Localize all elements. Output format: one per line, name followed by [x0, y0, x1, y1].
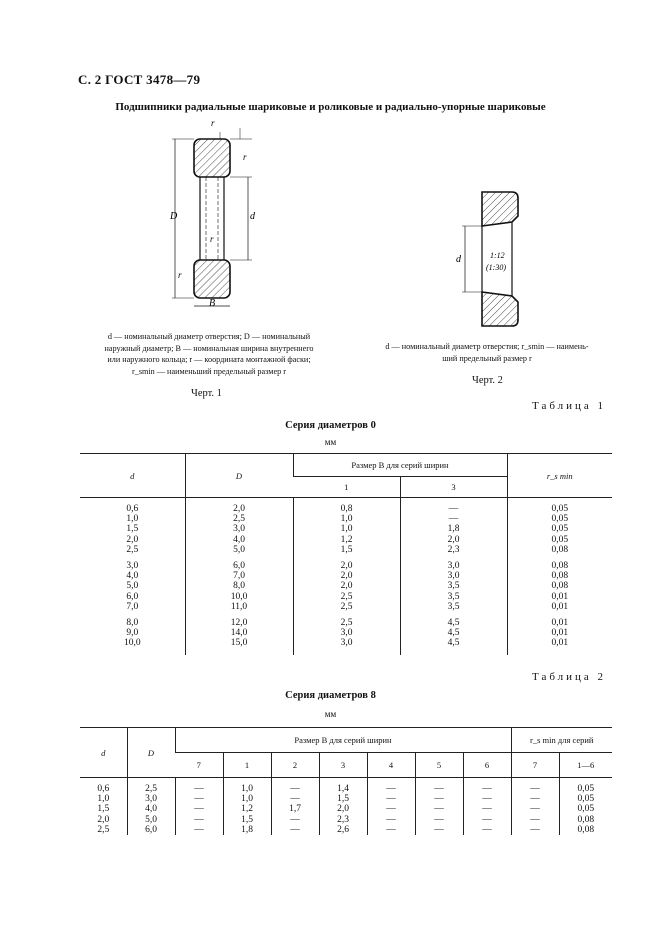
caption-line: d — номинальный диаметр отверстия; D — номинальный	[107, 332, 311, 341]
table-cell: 4,0	[126, 571, 139, 582]
table-cell: —	[511, 825, 559, 835]
table-cell: —	[367, 825, 415, 835]
table-cell: 3,5	[400, 602, 507, 612]
col-header-width: 4	[367, 753, 415, 778]
table-1-body	[80, 498, 612, 655]
table-cell: 11,0	[185, 602, 293, 612]
table-cell: 10,0	[185, 592, 293, 602]
col-header-rs-group: r_s min для серий	[511, 728, 612, 753]
table-cell: 3,0	[293, 628, 400, 638]
table-row	[80, 815, 612, 825]
table-row	[80, 618, 612, 628]
table-cell: —	[511, 804, 559, 814]
fig1-label-B: B	[209, 298, 216, 309]
table-cell: 0,05	[507, 524, 612, 534]
table-1-series: Серия диаметров 0	[285, 420, 376, 431]
table-row	[80, 825, 612, 835]
table-cell: 2,5	[293, 618, 400, 628]
col-header-width: 2	[271, 753, 319, 778]
table-cell: 0,01	[507, 628, 612, 638]
table-cell: 2,3	[319, 815, 367, 825]
col-header-width: 6	[463, 753, 511, 778]
table-cell: 2,6	[319, 825, 367, 835]
table-cell: 0,08	[559, 815, 612, 825]
table-cell: —	[415, 794, 463, 804]
table-cell: 5,0	[185, 545, 293, 555]
table-cell: 1,0	[223, 794, 271, 804]
caption-line: ший предельный размер r	[442, 353, 532, 363]
table-1	[80, 453, 612, 655]
table-cell: 3,5	[400, 581, 507, 591]
table-cell: 2,0	[126, 534, 139, 545]
table-cell: 4,5	[400, 638, 507, 648]
table-cell: 5,0	[126, 581, 139, 592]
table-cell: 0,01	[507, 592, 612, 602]
table-row	[80, 581, 612, 591]
table-cell: 1,5	[223, 815, 271, 825]
table-cell: —	[511, 784, 559, 794]
table-cell: 2,5	[293, 602, 400, 612]
table-cell: 2,0	[293, 581, 400, 591]
col-header-rs-width: 7	[511, 753, 559, 778]
figure-1-label: Черт. 1	[191, 388, 222, 399]
table-cell: 2,0	[319, 804, 367, 814]
table-2-unit: мм	[324, 709, 337, 719]
table-row	[80, 571, 612, 581]
table-cell: 0,05	[507, 535, 612, 545]
table-cell: 5,0	[127, 815, 175, 825]
table-cell: 6,0	[126, 591, 139, 602]
table-cell: 8,0	[126, 618, 139, 629]
table-row	[80, 592, 612, 602]
caption-line: d — номинальный диаметр отверстия; r_smin — наимень-	[385, 342, 589, 351]
table-cell: —	[367, 784, 415, 794]
table-cell: 10,0	[123, 638, 141, 649]
table-cell: —	[175, 804, 223, 814]
spacer-cell	[507, 649, 612, 655]
col-header-b-group: Размер B для серий ширин	[293, 454, 507, 477]
figure-1-caption	[80, 331, 338, 377]
table-cell: —	[271, 825, 319, 835]
table-cell: 0,05	[507, 514, 612, 524]
table-cell: —	[511, 815, 559, 825]
col-header-D: D	[185, 454, 293, 498]
table-cell: 0,01	[507, 618, 612, 628]
col-header-width: 3	[319, 753, 367, 778]
page-title: Подшипники радиальные шариковые и роликовые и радиально-упорные шариковые	[115, 101, 546, 113]
table-cell: 2,3	[400, 545, 507, 555]
table-cell: —	[463, 825, 511, 835]
table-cell: 0,08	[507, 545, 612, 555]
table-cell: 0,05	[559, 804, 612, 814]
spacer-cell	[293, 649, 400, 655]
table-cell: —	[175, 815, 223, 825]
table-cell: 3,0	[127, 794, 175, 804]
col-header-width: 1	[223, 753, 271, 778]
table-cell: 15,0	[185, 638, 293, 648]
table-cell: 1,0	[126, 514, 139, 525]
figure-2-drawing	[452, 186, 532, 332]
col-header-width: 7	[175, 753, 223, 778]
spacer-cell	[400, 649, 507, 655]
table-1-unit: мм	[324, 437, 337, 447]
table-cell: 0,08	[507, 561, 612, 571]
table-row	[80, 535, 612, 545]
table-cell: 1,8	[400, 524, 507, 534]
table-cell: 9,0	[126, 628, 139, 639]
fig1-label-r-left: r	[178, 270, 182, 280]
table-cell: —	[175, 825, 223, 835]
table-row	[80, 561, 612, 571]
table-cell: 0,08	[507, 571, 612, 581]
table-cell: 6,0	[185, 561, 293, 571]
table-2-series: Серия диаметров 8	[285, 690, 376, 701]
table-2-label: Таблица 2	[532, 671, 607, 683]
table-cell: 12,0	[185, 618, 293, 628]
table-cell: 3,0	[400, 571, 507, 581]
table-cell: 2,5	[126, 544, 139, 555]
spacer-cell	[80, 649, 185, 655]
page-header: С. 2 ГОСТ 3478—79	[78, 72, 201, 87]
table-cell: 1,8	[223, 825, 271, 835]
table-cell: 1,2	[223, 804, 271, 814]
fig1-label-r-side: r	[243, 152, 247, 162]
col-header-d: d	[80, 728, 127, 778]
table-cell: 3,5	[400, 592, 507, 602]
table-cell: 2,5	[185, 514, 293, 524]
table-row	[80, 638, 612, 648]
table-row	[80, 804, 612, 814]
col-header-b-group: Размер B для серий ширин	[175, 728, 511, 753]
table-cell: 1,2	[293, 535, 400, 545]
fig1-label-d: d	[250, 211, 255, 222]
table-cell: 2,5	[293, 592, 400, 602]
table-cell: 0,6	[97, 784, 110, 794]
fig1-label-D: D	[170, 211, 178, 222]
table-cell: 2,0	[185, 504, 293, 514]
table-cell: —	[400, 514, 507, 524]
table-cell: 3,0	[185, 524, 293, 534]
figure-2-label: Черт. 2	[472, 375, 503, 386]
table-row	[80, 514, 612, 524]
table-cell: 2,0	[293, 561, 400, 571]
table-cell: —	[463, 815, 511, 825]
table-cell: —	[271, 815, 319, 825]
table-cell: 1,5	[319, 794, 367, 804]
table-cell: —	[511, 794, 559, 804]
table-cell: 0,05	[559, 784, 612, 794]
table-cell: 3,0	[126, 561, 139, 572]
table-cell: 1,5	[293, 545, 400, 555]
table-cell: 4,0	[185, 535, 293, 545]
figure-1-drawing	[160, 116, 280, 316]
table-row	[80, 784, 612, 794]
table-cell: 3,0	[293, 638, 400, 648]
table-cell: —	[415, 804, 463, 814]
table-cell: 2,0	[293, 571, 400, 581]
table-cell: 1,0	[293, 514, 400, 524]
table-cell: 1,0	[293, 524, 400, 534]
table-1-label: Таблица 1	[532, 400, 607, 412]
table-cell: 0,05	[507, 504, 612, 514]
table-cell: 7,0	[185, 571, 293, 581]
col-header-rs-min: r_s min	[507, 454, 612, 498]
col-header-width-3: 3	[400, 477, 507, 498]
table-cell: 4,5	[400, 628, 507, 638]
fig2-label-d: d	[456, 254, 461, 265]
table-cell: 6,0	[127, 825, 175, 835]
table-cell: 8,0	[185, 581, 293, 591]
table-cell: —	[463, 804, 511, 814]
table-cell: 1,5	[97, 804, 110, 815]
table-cell: 2,0	[400, 535, 507, 545]
table-cell: 1,0	[223, 784, 271, 794]
figure-2-caption	[362, 341, 612, 364]
table-cell: 0,08	[559, 825, 612, 835]
table-cell: 0,05	[559, 794, 612, 804]
caption-line: или наружного кольца; r — координата монтажной фаски;	[107, 355, 311, 364]
table-cell: —	[367, 815, 415, 825]
table-row	[80, 524, 612, 534]
table-2-body	[80, 778, 612, 836]
table-cell: —	[415, 815, 463, 825]
table-cell: —	[400, 504, 507, 514]
table-cell: —	[463, 794, 511, 804]
table-2	[80, 727, 612, 835]
table-cell: —	[271, 784, 319, 794]
table-cell: 3,0	[400, 561, 507, 571]
fig2-taper-1-12: 1:12	[490, 251, 505, 260]
table-row	[80, 602, 612, 612]
table-cell: —	[367, 794, 415, 804]
table-cell: —	[367, 804, 415, 814]
table-cell: 1,4	[319, 784, 367, 794]
table-cell: 2,5	[127, 784, 175, 794]
fig2-taper-1-30: (1:30)	[486, 263, 506, 272]
table-cell: 7,0	[126, 601, 139, 612]
table-row	[80, 504, 612, 514]
table-cell: 1,0	[97, 794, 110, 805]
table-row	[80, 628, 612, 638]
table-cell: 0,01	[507, 602, 612, 612]
caption-line: наружный диаметр; B — номинальная ширина внутреннего	[104, 343, 314, 353]
table-cell: 2,0	[97, 814, 110, 825]
table-row	[80, 545, 612, 555]
table-row	[80, 794, 612, 804]
col-header-width-1: 1	[293, 477, 400, 498]
col-header-width: 5	[415, 753, 463, 778]
table-cell: 2,5	[97, 824, 110, 835]
table-cell: —	[175, 784, 223, 794]
table-cell: —	[271, 794, 319, 804]
table-cell: 0,08	[507, 581, 612, 591]
table-cell: 4,5	[400, 618, 507, 628]
table-cell: 0,6	[126, 504, 139, 514]
table-cell: 4,0	[127, 804, 175, 814]
table-cell: 0,01	[507, 638, 612, 648]
col-header-rs-width: 1—6	[559, 753, 612, 778]
col-header-d: d	[80, 454, 185, 498]
table-cell: 0,8	[293, 504, 400, 514]
fig1-label-r-inner: r	[210, 234, 214, 244]
fig1-label-r-top: r	[211, 118, 215, 128]
col-header-D: D	[127, 728, 175, 778]
spacer-cell	[185, 649, 293, 655]
caption-line: r_smin — наименьший предельный размер r	[132, 366, 286, 376]
table-cell: —	[415, 784, 463, 794]
table-cell: 14,0	[185, 628, 293, 638]
table-cell: —	[175, 794, 223, 804]
table-cell: —	[415, 825, 463, 835]
table-cell: —	[463, 784, 511, 794]
table-cell: 1,5	[126, 524, 139, 535]
table-cell: 1,7	[271, 804, 319, 814]
